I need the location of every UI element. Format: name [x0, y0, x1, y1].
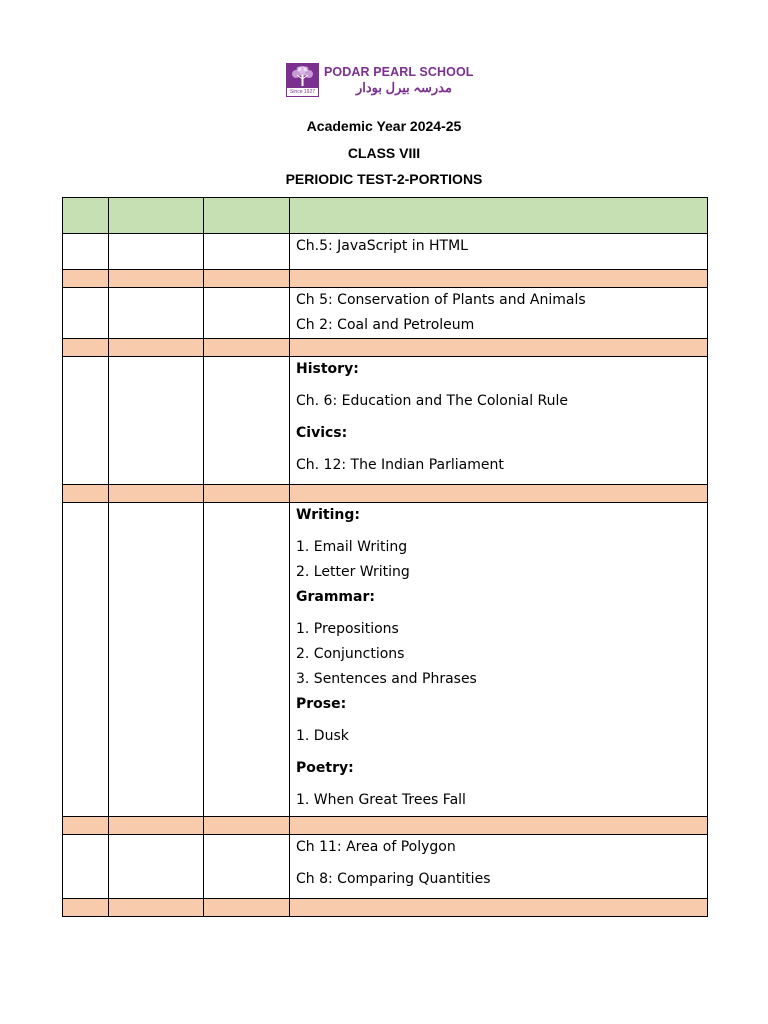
portion-line: 1. When Great Trees Fall [296, 792, 466, 808]
table-row [63, 357, 708, 485]
header-cell [290, 198, 708, 234]
table-row [63, 288, 708, 339]
portion-line: Ch. 6: Education and The Colonial Rule [296, 393, 569, 409]
portion-cell [290, 835, 708, 899]
portion-cell [290, 234, 708, 270]
portion-line: Ch 8: Comparing Quantities [296, 871, 491, 887]
academic-year: Academic Year 2024-25 [306, 118, 462, 134]
portion-line: 2. Letter Writing [296, 564, 410, 580]
portion-line: 3. Sentences and Phrases [296, 671, 477, 687]
band-row [63, 899, 708, 917]
band-row [63, 485, 708, 503]
portion-line: 2. Conjunctions [296, 646, 405, 662]
class-title: CLASS VIII [347, 145, 421, 161]
section-heading: Poetry: [296, 760, 354, 776]
school-name-urdu: مدرسہ بیرل بودار [356, 80, 452, 95]
portion-cell [290, 288, 708, 339]
logo-emblem [286, 63, 319, 97]
section-heading: Grammar: [296, 589, 375, 605]
logo-since-text: Since 1927 [287, 88, 318, 96]
portion-line: 1. Dusk [296, 728, 349, 744]
portion-line: Ch. 12: The Indian Parliament [296, 457, 504, 473]
band-row [63, 270, 708, 288]
section-heading: Writing: [296, 507, 360, 523]
header-cell [204, 198, 290, 234]
header-cell [109, 198, 204, 234]
portion-line: 1. Prepositions [296, 621, 399, 637]
table-row [63, 503, 708, 817]
portion-line: 1. Email Writing [296, 539, 408, 555]
school-logo [286, 63, 486, 99]
portions-table [62, 197, 708, 917]
table-row [63, 835, 708, 899]
band-row [63, 339, 708, 357]
header-cell [63, 198, 109, 234]
portion-line: Ch 2: Coal and Petroleum [296, 317, 475, 333]
table-header-row [63, 198, 708, 234]
section-heading: History: [296, 361, 359, 377]
school-name: PODAR PEARL SCHOOL [324, 65, 474, 79]
portion-cell [290, 503, 708, 817]
portion-cell [290, 357, 708, 485]
portion-line: Ch 5: Conservation of Plants and Animals [296, 292, 586, 308]
section-heading: Civics: [296, 425, 348, 441]
document-title: PERIODIC TEST-2-PORTIONS [285, 171, 483, 187]
section-heading: Prose: [296, 696, 347, 712]
portion-line: Ch.5: JavaScript in HTML [296, 238, 468, 254]
tree-icon [289, 65, 316, 87]
band-row [63, 817, 708, 835]
table-row [63, 234, 708, 270]
portion-line: Ch 11: Area of Polygon [296, 839, 456, 855]
